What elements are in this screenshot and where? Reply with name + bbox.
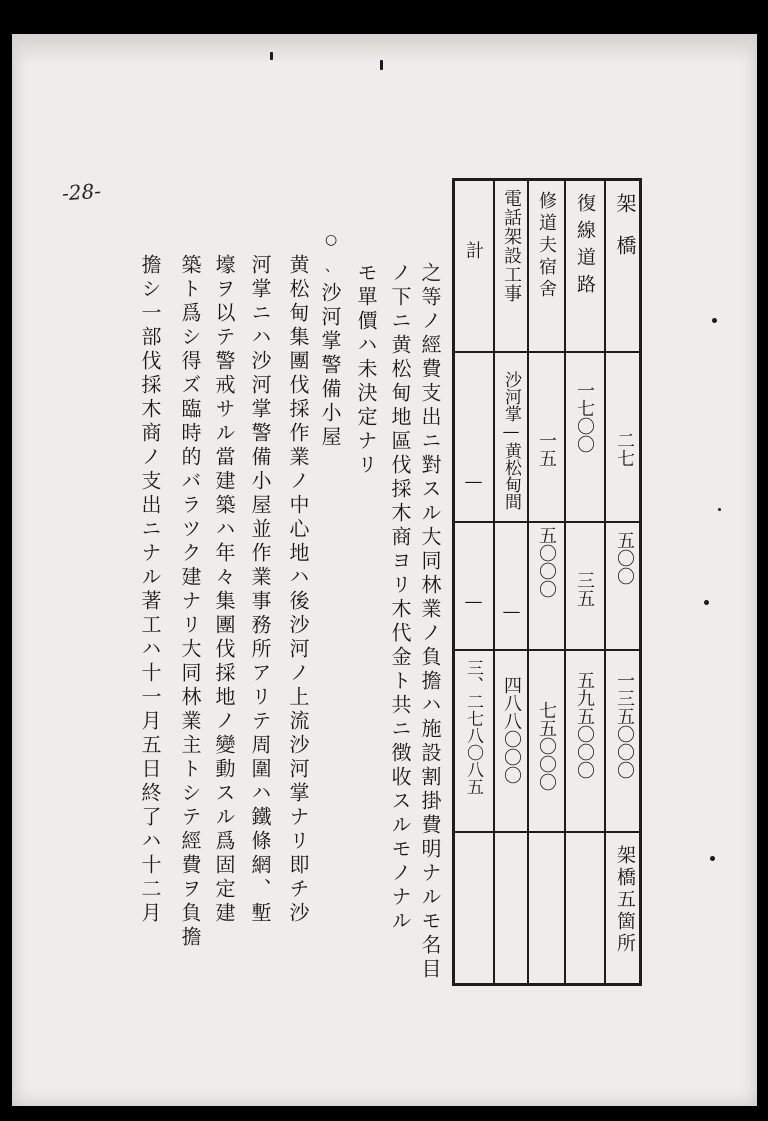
scan-speck	[718, 508, 721, 511]
table-cell-detail: 一五	[536, 431, 557, 467]
cost-table	[452, 178, 642, 986]
table-column-divider	[604, 181, 606, 983]
page-number: -28-	[61, 178, 102, 206]
table-row-divider	[455, 351, 639, 353]
table-cell-detail: 沙河掌—黄松甸間	[501, 371, 521, 510]
table-cell-unit-price: —	[501, 601, 522, 622]
table-cell-name: 修道夫宿舍	[536, 191, 557, 301]
body-line: ノ下ニ黄松甸地區伐採木商ヨリ木代金ト共ニ徴收スルモノナル	[388, 262, 412, 934]
table-cell-unit-price: 五〇〇	[614, 531, 635, 585]
table-row-divider	[455, 831, 639, 833]
scan-speck	[710, 856, 715, 861]
table-cell-detail: 一七〇〇	[574, 381, 595, 453]
table-cell-name: 架橋	[613, 193, 637, 277]
table-cell-unit-price: 五〇〇〇	[536, 526, 557, 598]
table-cell-amount: 一三五〇〇〇	[614, 671, 635, 779]
table-cell-name: 復線道路	[574, 193, 596, 301]
body-line: 壕ヲ以テ警戒サル當建築ハ年々集團伐採地ノ變動スル爲固定建	[212, 254, 236, 926]
table-column-divider	[527, 181, 529, 983]
table-cell-unit-price: —	[463, 591, 484, 612]
table-row-divider	[455, 521, 639, 523]
body-line: 擔シ一部伐採木商ノ支出ニナル著工ハ十一月五日終了ハ十二月	[138, 254, 162, 926]
table-cell-amount: 四八八〇〇〇	[501, 676, 522, 784]
section-bullet: ○	[325, 232, 338, 248]
scan-speck	[712, 318, 717, 323]
scan-speck	[380, 60, 383, 70]
table-cell-detail: 二七	[614, 431, 635, 467]
table-column-divider	[564, 181, 566, 983]
table-cell-amount: 五九五〇〇〇	[574, 671, 595, 779]
table-cell-detail: —	[463, 471, 484, 492]
table-cell-amount: 三、二七八〇八五	[463, 659, 483, 795]
scan-edge	[12, 34, 757, 64]
body-line: 築ト爲シ得ズ臨時的バラツク建ナリ大同林業主トシテ經費ヲ負擔	[178, 254, 202, 950]
table-cell-name: 計	[463, 241, 484, 259]
section-bullet-comma: 、	[325, 259, 339, 275]
table-row-divider	[455, 649, 639, 651]
table-cell-amount: 七五〇〇〇	[536, 701, 557, 791]
section-title: 沙河掌警備小屋	[318, 282, 342, 450]
table-column-divider	[493, 181, 495, 983]
table-cell-name: 電話架設工事	[501, 189, 522, 303]
body-line: 之等ノ經費支出ニ對スル大同林業ノ負擔ハ施設割掛費明ナルモ名目	[418, 262, 442, 982]
body-line: 黄松甸集團伐採作業ノ中心地ハ後沙河ノ上流沙河掌ナリ即チ沙	[286, 254, 310, 926]
table-cell-unit-price: 三五	[574, 571, 595, 607]
table-cell-note: 架橋五箇所	[614, 845, 636, 955]
body-line: モ單價ハ未決定ナリ	[354, 262, 378, 478]
scan-speck	[704, 600, 709, 605]
document-page	[12, 34, 757, 1106]
scan-speck	[270, 52, 273, 60]
body-line: 河掌ニハ沙河掌警備小屋並作業事務所アリテ周圍ハ鐵條網、塹	[248, 254, 272, 926]
